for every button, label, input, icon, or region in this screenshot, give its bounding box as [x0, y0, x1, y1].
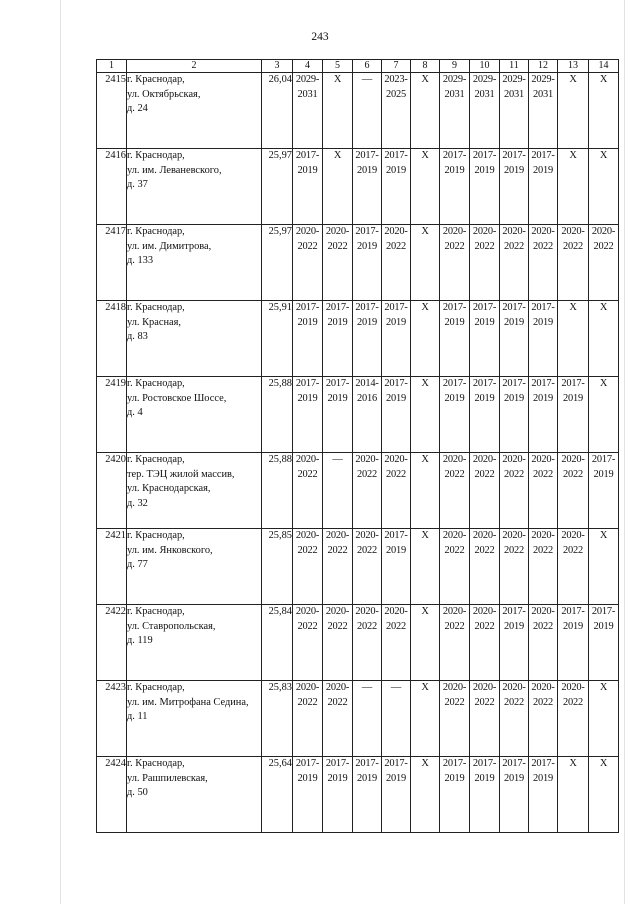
value-cell-col-12: 2017- 2019 [529, 377, 558, 453]
value-cell-col-13: 2020- 2022 [558, 529, 589, 605]
column-header-14: 14 [589, 60, 619, 73]
value-cell-col-4: 2017- 2019 [293, 757, 323, 833]
row-number: 2423 [97, 681, 127, 757]
value-cell-col-6: 2017- 2019 [353, 149, 382, 225]
value-cell-col-8: Х [411, 225, 440, 301]
value-cell-col-12: 2017- 2019 [529, 149, 558, 225]
value-cell-col-9: 2020- 2022 [440, 225, 470, 301]
page-edge-right [624, 0, 625, 904]
column-header-1: 1 [97, 60, 127, 73]
table-row [97, 681, 619, 757]
column-header-9: 9 [440, 60, 470, 73]
column-header-10: 10 [470, 60, 500, 73]
area-cell: 25,88 [262, 453, 293, 529]
address-cell: г. Краснодар, ул. Ставропольская, д. 119 [127, 605, 262, 681]
value-cell-col-5: 2017- 2019 [323, 377, 353, 453]
value-cell-col-4: 2017- 2019 [293, 377, 323, 453]
value-cell-col-12: 2017- 2019 [529, 757, 558, 833]
column-header-8: 8 [411, 60, 440, 73]
value-cell-col-13: 2017- 2019 [558, 605, 589, 681]
column-header-12: 12 [529, 60, 558, 73]
address-cell: г. Краснодар, ул. Красная, д. 83 [127, 301, 262, 377]
table-header-row [97, 60, 619, 73]
value-cell-col-4: 2020- 2022 [293, 681, 323, 757]
area-cell: 25,88 [262, 377, 293, 453]
column-header-2: 2 [127, 60, 262, 73]
value-cell-col-5: 2017- 2019 [323, 301, 353, 377]
value-cell-col-10: 2017- 2019 [470, 301, 500, 377]
column-header-3: 3 [262, 60, 293, 73]
value-cell-col-9: 2017- 2019 [440, 149, 470, 225]
value-cell-col-9: 2020- 2022 [440, 529, 470, 605]
address-cell: г. Краснодар, ул. им. Митрофана Седина, д. 11 [127, 681, 262, 757]
value-cell-col-11: 2020- 2022 [500, 225, 529, 301]
value-cell-col-13: Х [558, 149, 589, 225]
value-cell-col-13: Х [558, 301, 589, 377]
column-header-7: 7 [382, 60, 411, 73]
value-cell-col-10: 2020- 2022 [470, 453, 500, 529]
value-cell-col-7: 2023- 2025 [382, 73, 411, 149]
value-cell-col-7: 2017- 2019 [382, 757, 411, 833]
value-cell-col-5: 2020- 2022 [323, 529, 353, 605]
value-cell-col-6: — [353, 73, 382, 149]
value-cell-col-11: 2017- 2019 [500, 149, 529, 225]
value-cell-col-14: 2017- 2019 [589, 605, 619, 681]
value-cell-col-7: 2017- 2019 [382, 529, 411, 605]
value-cell-col-6: 2017- 2019 [353, 757, 382, 833]
value-cell-col-10: 2017- 2019 [470, 149, 500, 225]
value-cell-col-9: 2020- 2022 [440, 453, 470, 529]
value-cell-col-14: Х [589, 681, 619, 757]
value-cell-col-7: — [382, 681, 411, 757]
row-number: 2418 [97, 301, 127, 377]
column-header-13: 13 [558, 60, 589, 73]
value-cell-col-9: 2020- 2022 [440, 605, 470, 681]
value-cell-col-5: Х [323, 73, 353, 149]
value-cell-col-6: 2020- 2022 [353, 529, 382, 605]
value-cell-col-7: 2017- 2019 [382, 149, 411, 225]
row-number: 2417 [97, 225, 127, 301]
value-cell-col-4: 2020- 2022 [293, 225, 323, 301]
value-cell-col-6: 2014- 2016 [353, 377, 382, 453]
table-row [97, 225, 619, 301]
page-edge-left [60, 0, 61, 904]
value-cell-col-10: 2020- 2022 [470, 529, 500, 605]
value-cell-col-10: 2020- 2022 [470, 225, 500, 301]
address-cell: г. Краснодар, ул. им. Димитрова, д. 133 [127, 225, 262, 301]
area-cell: 25,97 [262, 149, 293, 225]
value-cell-col-5: 2020- 2022 [323, 681, 353, 757]
column-header-5: 5 [323, 60, 353, 73]
table-row [97, 453, 619, 529]
column-header-4: 4 [293, 60, 323, 73]
address-cell: г. Краснодар, ул. им. Леваневского, д. 37 [127, 149, 262, 225]
table-row [97, 377, 619, 453]
value-cell-col-11: 2020- 2022 [500, 681, 529, 757]
value-cell-col-11: 2017- 2019 [500, 377, 529, 453]
value-cell-col-6: 2020- 2022 [353, 453, 382, 529]
address-cell: г. Краснодар, ул. им. Янковского, д. 77 [127, 529, 262, 605]
value-cell-col-13: 2020- 2022 [558, 225, 589, 301]
value-cell-col-4: 2017- 2019 [293, 149, 323, 225]
row-number: 2422 [97, 605, 127, 681]
value-cell-col-5: 2020- 2022 [323, 605, 353, 681]
value-cell-col-12: 2017- 2019 [529, 301, 558, 377]
value-cell-col-12: 2020- 2022 [529, 681, 558, 757]
address-cell: г. Краснодар, ул. Ростовское Шоссе, д. 4 [127, 377, 262, 453]
value-cell-col-13: Х [558, 73, 589, 149]
value-cell-col-14: Х [589, 149, 619, 225]
value-cell-col-14: 2017- 2019 [589, 453, 619, 529]
value-cell-col-5: Х [323, 149, 353, 225]
value-cell-col-12: 2020- 2022 [529, 605, 558, 681]
value-cell-col-11: 2020- 2022 [500, 529, 529, 605]
value-cell-col-14: Х [589, 377, 619, 453]
value-cell-col-4: 2020- 2022 [293, 605, 323, 681]
value-cell-col-7: 2020- 2022 [382, 605, 411, 681]
area-cell: 26,04 [262, 73, 293, 149]
value-cell-col-8: Х [411, 529, 440, 605]
column-header-6: 6 [353, 60, 382, 73]
value-cell-col-8: Х [411, 377, 440, 453]
value-cell-col-5: 2020- 2022 [323, 225, 353, 301]
table-row [97, 605, 619, 681]
value-cell-col-13: Х [558, 757, 589, 833]
value-cell-col-7: 2020- 2022 [382, 453, 411, 529]
value-cell-col-6: 2017- 2019 [353, 301, 382, 377]
table-row [97, 73, 619, 149]
area-cell: 25,97 [262, 225, 293, 301]
value-cell-col-10: 2020- 2022 [470, 681, 500, 757]
value-cell-col-5: 2017- 2019 [323, 757, 353, 833]
value-cell-col-11: 2017- 2019 [500, 757, 529, 833]
value-cell-col-9: 2017- 2019 [440, 757, 470, 833]
value-cell-col-14: Х [589, 529, 619, 605]
value-cell-col-12: 2020- 2022 [529, 529, 558, 605]
value-cell-col-11: 2017- 2019 [500, 301, 529, 377]
area-cell: 25,64 [262, 757, 293, 833]
table-row [97, 149, 619, 225]
address-cell: г. Краснодар, ул. Рашпилевская, д. 50 [127, 757, 262, 833]
value-cell-col-10: 2017- 2019 [470, 757, 500, 833]
value-cell-col-13: 2017- 2019 [558, 377, 589, 453]
area-cell: 25,84 [262, 605, 293, 681]
row-number: 2416 [97, 149, 127, 225]
value-cell-col-13: 2020- 2022 [558, 453, 589, 529]
value-cell-col-14: Х [589, 301, 619, 377]
row-number: 2419 [97, 377, 127, 453]
value-cell-col-9: 2020- 2022 [440, 681, 470, 757]
value-cell-col-6: — [353, 681, 382, 757]
page-number: 243 [311, 31, 329, 43]
area-cell: 25,91 [262, 301, 293, 377]
value-cell-col-9: 2017- 2019 [440, 301, 470, 377]
address-cell: г. Краснодар, тер. ТЭЦ жилой массив, ул. Краснодарская, д. 32 [127, 453, 262, 529]
address-cell: г. Краснодар, ул. Октябрьская, д. 24 [127, 73, 262, 149]
value-cell-col-7: 2017- 2019 [382, 377, 411, 453]
row-number: 2415 [97, 73, 127, 149]
column-header-11: 11 [500, 60, 529, 73]
value-cell-col-12: 2020- 2022 [529, 453, 558, 529]
value-cell-col-7: 2020- 2022 [382, 225, 411, 301]
area-cell: 25,83 [262, 681, 293, 757]
value-cell-col-6: 2017- 2019 [353, 225, 382, 301]
value-cell-col-10: 2017- 2019 [470, 377, 500, 453]
value-cell-col-9: 2029- 2031 [440, 73, 470, 149]
row-number: 2421 [97, 529, 127, 605]
value-cell-col-8: Х [411, 149, 440, 225]
area-cell: 25,85 [262, 529, 293, 605]
value-cell-col-11: 2020- 2022 [500, 453, 529, 529]
value-cell-col-11: 2017- 2019 [500, 605, 529, 681]
value-cell-col-11: 2029- 2031 [500, 73, 529, 149]
value-cell-col-9: 2017- 2019 [440, 377, 470, 453]
row-number: 2424 [97, 757, 127, 833]
value-cell-col-4: 2017- 2019 [293, 301, 323, 377]
value-cell-col-4: 2020- 2022 [293, 529, 323, 605]
table-row [97, 301, 619, 377]
value-cell-col-10: 2020- 2022 [470, 605, 500, 681]
value-cell-col-12: 2020- 2022 [529, 225, 558, 301]
value-cell-col-6: 2020- 2022 [353, 605, 382, 681]
value-cell-col-8: Х [411, 73, 440, 149]
value-cell-col-5: — [323, 453, 353, 529]
value-cell-col-14: 2020- 2022 [589, 225, 619, 301]
table-row [97, 529, 619, 605]
value-cell-col-8: Х [411, 453, 440, 529]
value-cell-col-8: Х [411, 301, 440, 377]
row-number: 2420 [97, 453, 127, 529]
value-cell-col-14: Х [589, 73, 619, 149]
data-table [96, 59, 619, 833]
value-cell-col-14: Х [589, 757, 619, 833]
table-row [97, 757, 619, 833]
value-cell-col-4: 2029- 2031 [293, 73, 323, 149]
value-cell-col-7: 2017- 2019 [382, 301, 411, 377]
value-cell-col-13: 2020- 2022 [558, 681, 589, 757]
value-cell-col-12: 2029- 2031 [529, 73, 558, 149]
value-cell-col-4: 2020- 2022 [293, 453, 323, 529]
value-cell-col-8: Х [411, 605, 440, 681]
value-cell-col-10: 2029- 2031 [470, 73, 500, 149]
value-cell-col-8: Х [411, 681, 440, 757]
value-cell-col-8: Х [411, 757, 440, 833]
